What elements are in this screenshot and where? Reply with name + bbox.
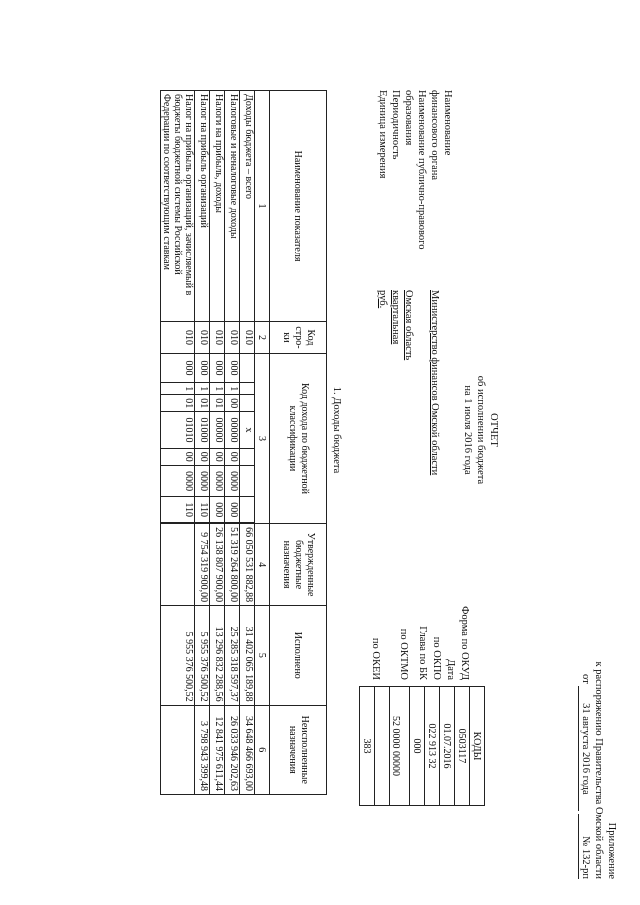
col-number: 1 [255,91,270,322]
period-label: Периодичность [390,90,401,160]
row-kbk-part: 00000 [225,412,240,449]
report-title: ОТЧЕТ [488,413,499,447]
blank-value [375,687,390,806]
row-approved: 26 138 807 900,00 [210,524,225,606]
header-executed: Исполнено [270,606,327,706]
row-approved [161,524,195,606]
row-unexecuted: 12 841 975 611,44 [210,705,225,794]
row-executed: 31 402 065 189,88 [240,606,255,706]
row-kbk-part: 01010 [161,412,195,449]
appendix-order: к распоряжению Правительства Омской области [593,661,604,879]
table-row [161,91,195,795]
row-kbk-part: х [240,412,255,449]
col-number: 3 [255,353,270,523]
header-code-2: стро- [293,326,304,349]
header-approved-3: назначения [281,540,292,589]
report-date: на 1 июля 2016 года [462,385,473,475]
appendix-block [578,519,618,879]
row-kbk-part [240,497,255,523]
row-unexecuted: 3 798 943 399,48 [195,705,210,794]
header-approved-1: Утвержденные [305,532,316,597]
appendix-date: 31 августа 2016 года [578,686,592,811]
header-class-2: классификации [287,405,298,472]
okpo-label: по ОКПО [431,636,442,680]
row-approved: 66 050 531 882,88 [240,524,255,606]
period-value: квартальная [390,290,401,345]
row-code: 010 [240,322,255,354]
unit-value: руб. [377,290,388,309]
row-kbk-part [240,448,255,465]
row-kbk-part: 000 [210,497,225,523]
table-row [210,91,225,795]
table-row [195,91,210,795]
header-unexecuted [270,705,327,794]
oktmo-value: 52 0000 00000 [390,687,410,806]
row-executed: 13 296 832 288,56 [210,606,225,706]
report-header [461,300,500,560]
meta-labels [376,90,454,290]
row-name [225,91,240,322]
row-kbk-part: 00 [225,448,240,465]
header-approved [270,524,327,606]
row-kbk-part: 1 [210,383,225,395]
table-row [240,91,255,795]
pub-value: Омская область [403,290,414,361]
row-code: 010 [161,322,195,354]
row-kbk-part: 0000 [195,465,210,497]
row-kbk-part: 110 [161,497,195,523]
section-title: 1. Доходы бюджета [331,386,342,474]
row-kbk-part [240,395,255,412]
row-name-line: Налог на прибыль организаций [198,94,209,228]
appendix-date-line [578,519,592,879]
header-approved-2: бюджетные [293,539,304,590]
pub-label-2: образования [403,90,414,146]
table-row [225,91,240,795]
report-subtitle: об исполнении бюджета [475,375,486,485]
bk-label: Глава по БК [417,626,428,680]
col-number: 4 [255,524,270,606]
col-number: 6 [255,705,270,794]
row-kbk-part: 0000 [225,465,240,497]
row-approved: 51 319 264 800,00 [225,524,240,606]
row-approved: 9 754 319 900,00 [195,524,210,606]
row-executed: 5 955 376 500,52 [161,606,195,706]
row-kbk-part: 01 [210,395,225,412]
appendix-number: № 132-рп [578,814,592,879]
row-kbk-part: 01 [195,395,210,412]
row-name-line: Федерации по соответствующим ставкам [161,94,172,270]
row-code: 010 [210,322,225,354]
unit-label: Единица измерения [377,90,388,179]
meta-values [376,290,454,590]
row-kbk-part: 1 [225,383,240,395]
header-unexecuted-1: Неисполненные [299,715,310,784]
okud-label: Форма по ОКУД [459,606,470,680]
header-class [270,353,327,523]
fin-value: Министерство финансов Омской области [429,290,440,476]
row-unexecuted: 26 033 946 202,63 [225,705,240,794]
row-name-line: Налоги на прибыль, доходы [213,94,224,214]
header-name: Наименование показателя [270,91,327,322]
okpo-value: 022 913 32 [425,687,440,806]
header-code-1: Код [305,329,316,346]
row-name-line: Налог на прибыль организаций, зачисляемый в [183,94,194,296]
row-name-line: Налоговые и неналоговые доходы [228,94,239,239]
row-kbk-part [240,383,255,395]
row-kbk-part: 1 [161,383,195,395]
row-name-line: Доходы бюджета – всего [243,94,254,200]
fin-label-2: финансового органа [429,90,440,181]
codes-header: КОДЫ [470,687,485,806]
pub-label-1: Наименование публично-правового [416,90,427,250]
row-kbk-part: 0000 [161,465,195,497]
row-kbk-part: 110 [195,497,210,523]
row-kbk-part: 00 [210,448,225,465]
row-kbk-part: 00 [225,395,240,412]
row-kbk-part: 000 [210,353,225,382]
row-unexecuted [161,705,195,794]
row-kbk-part: 1 [195,383,210,395]
appendix-from-label: от [580,674,591,684]
row-kbk-part: 000 [161,353,195,382]
row-name [210,91,225,322]
codes-table [359,686,485,806]
header-code [270,322,327,354]
bk-value: 000 [410,687,425,806]
header-class-1: Код дохода по бюджетной [299,382,310,494]
okud-value: 0503117 [455,687,470,806]
row-name [161,91,195,322]
row-kbk-part: 01000 [195,412,210,449]
header-unexecuted-2: назначения [287,725,298,774]
fin-label-1: Наименование [442,90,453,156]
row-name [240,91,255,322]
row-kbk-part: 00000 [210,412,225,449]
oktmo-label: по ОКТМО [398,628,409,680]
row-code: 010 [195,322,210,354]
row-executed: 25 285 318 597,37 [225,606,240,706]
date-label: Дата [445,659,456,680]
row-kbk-part [240,353,255,382]
row-name [195,91,210,322]
header-code-3: ки [281,332,292,343]
row-name-line: бюджеты бюджетной системы Российской [172,94,183,275]
row-kbk-part: 00 [195,448,210,465]
okei-label: по ОКЕИ [370,637,381,680]
row-kbk-part: 0000 [210,465,225,497]
col-number: 5 [255,606,270,706]
okei-value: 383 [360,687,375,806]
income-table [160,90,327,795]
row-kbk-part: 000 [195,353,210,382]
row-kbk-part: 00 [161,448,195,465]
row-kbk-part: 000 [225,353,240,382]
date-value: 01.07.2016 [440,687,455,806]
row-kbk-part: 01 [161,395,195,412]
col-number: 2 [255,322,270,354]
table-body [161,91,255,795]
row-code: 010 [225,322,240,354]
appendix-title: Приложение [606,822,617,879]
row-kbk-part: 000 [225,497,240,523]
table-header-row [270,91,327,795]
column-numbers-row [255,91,270,795]
row-unexecuted: 34 648 466 693,00 [240,705,255,794]
row-executed: 5 955 376 500,52 [195,606,210,706]
row-kbk-part [240,465,255,497]
